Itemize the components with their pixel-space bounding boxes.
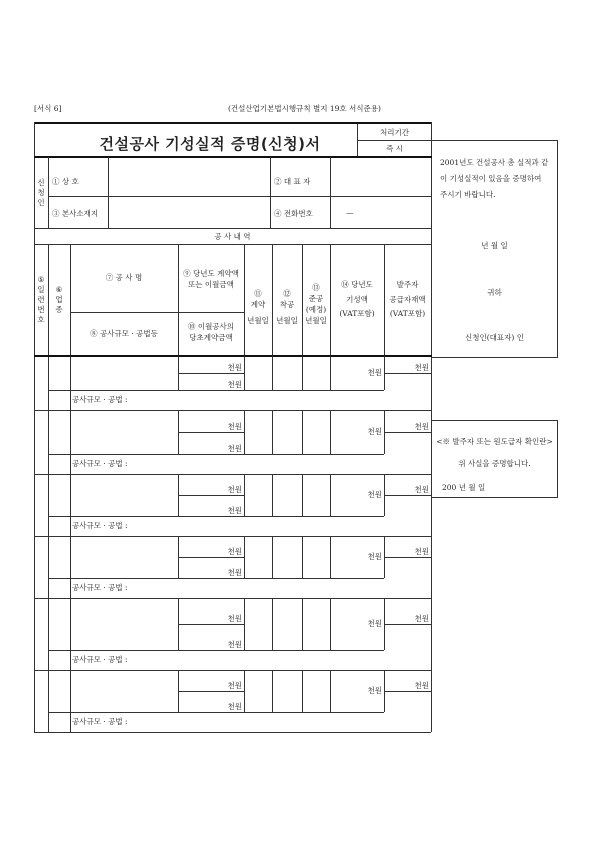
row-carryover-amount-unit: 천원 [227,702,242,711]
col-contract-date: ⑪ 계약 년월일 [247,288,269,326]
trade-name-field[interactable] [110,160,268,194]
request-recipient: 귀하 [487,288,502,297]
col-scale-method: ⑧ 공사규모 · 공법등 [90,328,158,338]
row-orderer-unit: 천원 [414,614,429,623]
address-field[interactable] [110,199,268,226]
row-contract-amount-unit: 천원 [227,422,242,431]
col-prev-year-contract: ⑨ 당년도 계약액 또는 이월금액 [183,269,239,289]
row-orderer-unit: 천원 [414,547,429,556]
col-serial-number: ⑤ 일 련 번 호 [37,274,45,325]
row-scale-method[interactable]: 공사규모 · 공법 : [72,459,128,468]
request-box [432,140,558,358]
table-row[interactable] [70,670,178,712]
table-row[interactable] [70,598,178,650]
row-current-year-unit: 천원 [367,427,382,436]
row-scale-method[interactable]: 공사규모 · 공법 : [72,395,128,404]
row-current-year-unit: 천원 [367,686,382,695]
table-row[interactable] [70,410,178,454]
row-carryover-amount-unit: 천원 [227,380,242,389]
row-current-year-unit: 천원 [367,368,382,377]
row-orderer-unit: 천원 [414,363,429,372]
col-industry: ⑥ 업 종 [55,284,63,315]
phone-label: ④ 전화번호 [274,209,313,218]
row-contract-amount-unit: 천원 [227,363,242,372]
row-carryover-amount-unit: 천원 [227,640,242,649]
phone-field[interactable]: — [346,208,354,217]
row-carryover-amount-unit: 천원 [227,568,242,577]
row-orderer-unit: 천원 [414,485,429,494]
form-top-border [34,122,432,124]
row-orderer-unit: 천원 [414,681,429,690]
row-current-year-unit: 천원 [367,552,382,561]
table-row[interactable] [70,536,178,578]
row-carryover-amount-unit: 천원 [227,444,242,453]
col-carryover-contract: ⑩ 이월공사의 당초계약금액 [187,322,235,342]
col-start-date: ⑫ 착공 년월일 [276,288,298,326]
form-number: [서식 6] [34,104,62,113]
confirmation-box [432,420,558,498]
processing-period-value: 즉 시 [386,144,403,153]
row-carryover-amount-unit: 천원 [227,506,242,515]
legal-basis: (건설산업기본법시행규칙 별지 19호 서식준용) [228,104,381,113]
request-date: 년 월 일 [481,241,508,250]
row-scale-method[interactable]: 공사규모 · 공법 : [72,717,128,726]
row-current-year-unit: 천원 [367,490,382,499]
table-row[interactable] [70,474,178,516]
request-text: 2001년도 건설공사 총 실적과 같 이 기성실적이 있음을 증명하여 주시기 바랍니다. [440,158,549,199]
row-contract-amount-unit: 천원 [227,485,242,494]
trade-name-label: ① 상 호 [52,177,79,186]
confirm-header: <※ 발주자 또는 원도급자 확인란> [436,437,553,446]
row-scale-method[interactable]: 공사규모 · 공법 : [72,655,128,664]
request-applicant-signature[interactable]: 신청인(대표자) 인 [465,333,524,342]
row-scale-method[interactable]: 공사규모 · 공법 : [72,521,128,530]
col-orderer-amount: 발주자 공급자재액 (VAT포함) [389,279,426,319]
row-contract-amount-unit: 천원 [227,681,242,690]
col-current-year-amount: ⑭ 당년도 기성액 (VAT포함) [339,279,375,319]
confirm-text: 위 사실을 증명합니다. [458,459,531,468]
row-contract-amount-unit: 천원 [227,614,242,623]
row-current-year-unit: 천원 [367,619,382,628]
row-contract-amount-unit: 천원 [227,547,242,556]
representative-field[interactable] [332,160,429,194]
representative-label: ② 대 표 자 [274,177,311,186]
row-orderer-unit: 천원 [414,422,429,431]
applicant-section-label: 신 청 인 [37,177,45,208]
col-completion-date: ⑬ 준공 (예정) 년월일 [305,283,327,325]
form-title: 건설공사 기성실적 증명(신청)서 [99,135,321,153]
address-label: ③ 본사소재지 [52,209,99,218]
processing-period-label: 처리기간 [380,128,409,137]
works-section-header: 공 사 내 역 [214,232,251,241]
row-scale-method[interactable]: 공사규모 · 공법 : [72,583,128,592]
confirm-date[interactable]: 200 년 월 일 [442,483,486,492]
table-row[interactable] [70,356,178,390]
col-work-name: ⑦ 공 사 명 [105,272,143,282]
